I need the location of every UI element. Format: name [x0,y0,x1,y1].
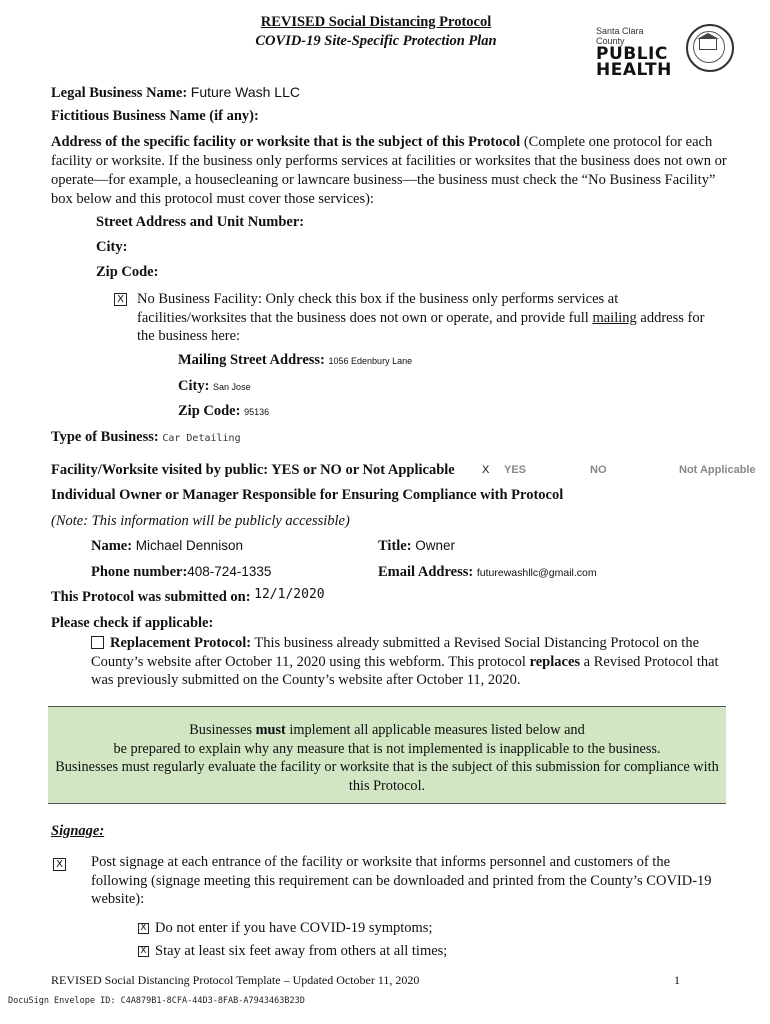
page-number: 1 [674,973,680,987]
owner-phone-field[interactable]: 408-724-1335 [187,564,272,579]
mailing-street-field[interactable]: 1056 Edenbury Lane [328,356,413,366]
mailing-street-row: Mailing Street Address: 1056 Edenbury Lane [178,352,413,368]
signage-main-text: Post signage at each entrance of the facility or worksite that informs personnel and customers of the following (signage meeting this requirement can be downloaded and printed from the County’s COVID-19 website): [91,854,712,907]
owner-phone-row: Phone number:408-724-1335 [91,564,272,580]
signage-item-symptoms: X Do not enter if you have COVID-19 symptoms; [138,920,432,937]
visited-yes-option[interactable]: YES [504,464,527,476]
submitted-row: This Protocol was submitted on: 12/1/2020 [51,587,325,605]
visited-no-option[interactable]: NO [590,464,607,476]
signage-item-distance: X Stay at least six feet away from others at all times; [138,943,447,960]
address-intro: Address of the specific facility or worksite that is the subject of this Protocol (Complete one protocol for each facility or worksite. If the business only performs services at facilities or worksites that the business does not own or operate—for example, a housecleaning or lawncare business—the business must check the “No Business Facility” box below and this protocol must cover those services): [51,134,727,207]
visited-na-option[interactable]: Not Applicable [679,464,756,476]
compliance-callout: Businesses must implement all applicable measures listed below and be prepared to explain why any measure that is not implemented is inapplicable to the business. Businesses must regularly evaluate the facility or worksite that is the subject of this submission for compliance with this Protocol. [48,706,726,804]
visited-mark[interactable]: X [482,464,490,476]
no-facility-checkbox[interactable]: X [114,291,133,308]
signage-main-checkbox[interactable]: X [53,856,72,873]
legal-name-field[interactable]: Future Wash LLC [190,84,300,100]
mailing-city-row: City: San Jose [178,378,251,394]
owner-heading: Individual Owner or Manager Responsible for Ensuring Compliance with Protocol [51,487,564,503]
business-type-row: Type of Business: Car Detailing [51,429,241,445]
legal-name-row: Legal Business Name: Future Wash LLC [51,84,300,101]
replacement-text: Replacement Protocol: This business already submitted a Revised Social Distancing Protocol on the County’s website after October 11, 2020 using this webform. This protocol replaces a Revised Protocol that was previously submitted on the County’s website after October 11, 2020. [91,635,719,688]
business-type-field[interactable]: Car Detailing [162,433,241,444]
owner-email-field[interactable]: futurewashllc@gmail.com [476,567,597,579]
fictitious-name-label: Fictitious Business Name (if any): [51,108,259,124]
footer-template: REVISED Social Distancing Protocol Template – Updated October 11, 2020 [51,973,420,987]
no-facility-text: No Business Facility: Only check this box if the business only performs services at facilities/worksites that the business does not own or operate, and provide full mailing address for the business here: [137,291,705,344]
public-note: (Note: This information will be publicly accessible) [51,513,350,529]
mailing-city-field[interactable]: San Jose [213,382,251,392]
owner-email-row: Email Address: futurewashllc@gmail.com [378,564,597,580]
submitted-date-field[interactable]: 12/1/2020 [254,587,325,602]
mailing-zip-row: Zip Code: 95136 [178,403,270,419]
docusign-envelope-id: DocuSign Envelope ID: C4A879B1-8CFA-44D3-8FAB-A7943463B23D [8,996,305,1006]
public-health-logo: Santa Clara County PUBLIC HEALTH [596,26,672,80]
owner-name-field[interactable]: Michael Dennison [135,538,244,553]
city-label: City: [96,239,128,255]
doc-subtitle: COVID-19 Site-Specific Protection Plan [255,33,497,49]
signage-heading: Signage: [51,823,105,839]
check-applicable-heading: Please check if applicable: [51,615,214,631]
distance-checkbox[interactable]: X [138,946,149,957]
street-label: Street Address and Unit Number: [96,214,305,230]
doc-title: REVISED Social Distancing Protocol [260,14,492,30]
symptoms-checkbox[interactable]: X [138,923,149,934]
replacement-checkbox[interactable] [91,636,104,649]
owner-name-row: Name: Michael Dennison [91,538,244,554]
mailing-zip-field[interactable]: 95136 [244,407,270,417]
zip-label: Zip Code: [96,264,159,280]
visited-label: Facility/Worksite visited by public: YES or NO or Not Applicable [51,462,455,478]
owner-title-row: Title: Owner [378,538,455,554]
county-seal-icon [686,24,734,72]
owner-title-field[interactable]: Owner [415,538,455,553]
